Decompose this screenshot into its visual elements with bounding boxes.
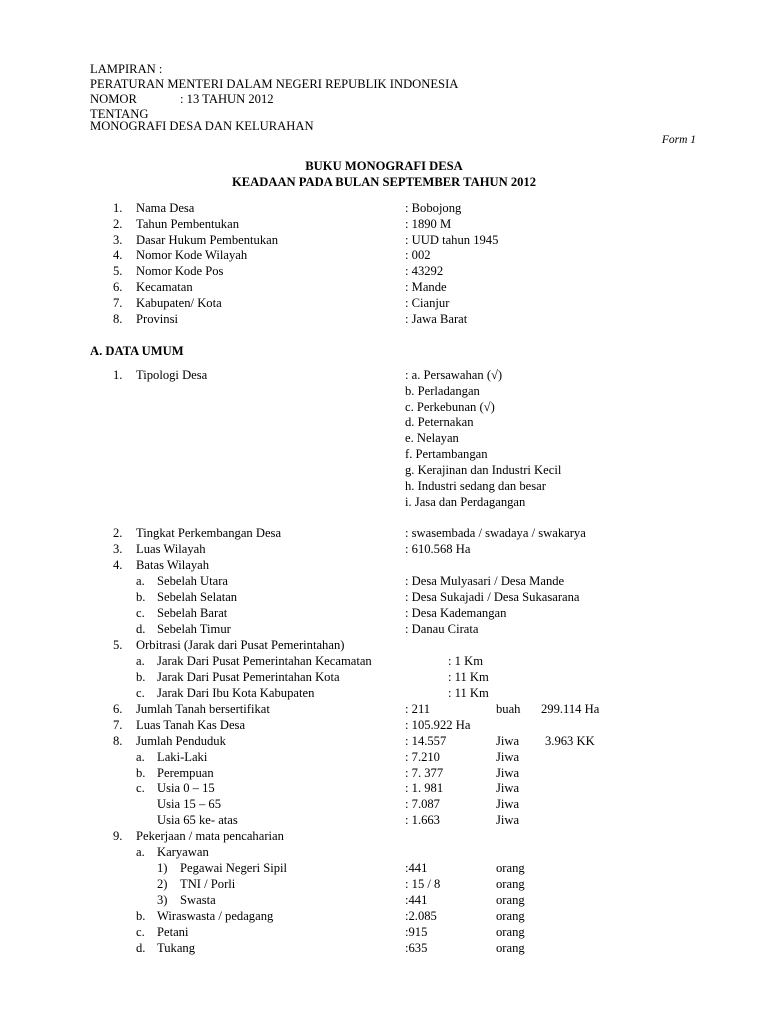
form-label: Form 1 <box>661 134 696 146</box>
identity-value: : UUD tahun 1945 <box>405 233 499 247</box>
tipologi-option: f. Pertambangan <box>405 447 488 461</box>
orbitasi-item-value: : 1 Km <box>448 654 483 668</box>
batas-item-value: : Desa Kademangan <box>405 606 507 620</box>
orbitasi-item-label: Jarak Dari Pusat Pemerintahan Kecamatan <box>157 654 372 668</box>
karyawan-item-num: 2) <box>157 877 168 891</box>
identity-num: 8. <box>113 312 123 326</box>
tipologi-option: d. Peternakan <box>405 415 474 429</box>
header-nomor-value: : 13 TAHUN 2012 <box>180 92 274 106</box>
identity-value: : Cianjur <box>405 296 450 310</box>
sub-letter: d. <box>136 622 146 636</box>
identity-num: 7. <box>113 296 123 310</box>
penduduk-item-value: : 1. 981 <box>405 781 444 795</box>
identity-label: Nomor Kode Wilayah <box>136 248 248 262</box>
pekerjaan-item-unit: orang <box>496 941 525 955</box>
pekerjaan-item-label: Wiraswasta / pedagang <box>157 909 274 923</box>
batas-item-value: : Desa Sukajadi / Desa Sukasarana <box>405 590 580 604</box>
pekerjaan-item-value: :2.085 <box>405 909 437 923</box>
identity-label: Nama Desa <box>136 201 195 215</box>
karyawan-item-value: :441 <box>405 861 428 875</box>
orbitasi-item-label: Jarak Dari Pusat Pemerintahan Kota <box>157 670 340 684</box>
identity-label: Kecamatan <box>136 280 193 294</box>
tingkat-value: : swasembada / swadaya / swakarya <box>405 526 586 540</box>
karyawan-item-num: 3) <box>157 893 168 907</box>
penduduk-label: Jumlah Penduduk <box>136 734 226 748</box>
penduduk-item-label: Usia 65 ke- atas <box>157 813 238 827</box>
tanah-sertifikat-extra: 299.114 Ha <box>541 702 600 716</box>
item-num: 9. <box>113 829 123 843</box>
identity-value: : Bobojong <box>405 201 462 215</box>
batas-item-label: Sebelah Utara <box>157 574 228 588</box>
tipologi-option: : a. Persawahan (√) <box>405 368 503 382</box>
sub-letter: c. <box>136 781 145 795</box>
document-title: BUKU MONOGRAFI DESA <box>305 159 463 173</box>
item-num: 5. <box>113 638 123 652</box>
identity-num: 1. <box>113 201 123 215</box>
tanah-kas-label: Luas Tanah Kas Desa <box>136 718 246 732</box>
item-num: 4. <box>113 558 123 572</box>
penduduk-item-label: Usia 15 – 65 <box>157 797 222 811</box>
sub-letter: a. <box>136 654 145 668</box>
luas-label: Luas Wilayah <box>136 542 206 556</box>
sub-letter: c. <box>136 606 145 620</box>
identity-label: Provinsi <box>136 312 178 326</box>
sub-letter: a. <box>136 845 145 859</box>
identity-label: Kabupaten/ Kota <box>136 296 222 310</box>
pekerjaan-item-label: Petani <box>157 925 189 939</box>
item-num: 2. <box>113 526 123 540</box>
penduduk-extra: 3.963 KK <box>545 734 595 748</box>
karyawan-item-unit: orang <box>496 893 525 907</box>
penduduk-item-unit: Jiwa <box>496 797 520 811</box>
sub-letter: b. <box>136 590 146 604</box>
header-lampiran: LAMPIRAN : <box>90 62 163 76</box>
penduduk-item-label: Usia 0 – 15 <box>157 781 215 795</box>
orbitasi-item-value: : 11 Km <box>448 670 489 684</box>
identity-num: 3. <box>113 233 123 247</box>
karyawan-item-value: : 15 / 8 <box>405 877 441 891</box>
penduduk-item-value: : 1.663 <box>405 813 440 827</box>
tipologi-option: g. Kerajinan dan Industri Kecil <box>405 463 562 477</box>
document-subtitle: KEADAAN PADA BULAN SEPTEMBER TAHUN 2012 <box>231 175 537 189</box>
identity-label: Nomor Kode Pos <box>136 264 224 278</box>
orbitasi-label: Orbitrasi (Jarak dari Pusat Pemerintahan) <box>136 638 345 652</box>
tanah-sertifikat-unit: buah <box>496 702 521 716</box>
tipologi-option: e. Nelayan <box>405 431 459 445</box>
tipologi-option: h. Industri sedang dan besar <box>405 479 546 493</box>
identity-num: 2. <box>113 217 123 231</box>
karyawan-item-unit: orang <box>496 861 525 875</box>
tipologi-option: b. Perladangan <box>405 384 480 398</box>
penduduk-item-label: Perempuan <box>157 766 214 780</box>
identity-label: Tahun Pembentukan <box>136 217 239 231</box>
penduduk-item-value: : 7.210 <box>405 750 440 764</box>
penduduk-item-label: Laki-Laki <box>157 750 208 764</box>
karyawan-item-label: TNI / Porli <box>180 877 236 891</box>
karyawan-item-label: Swasta <box>180 893 216 907</box>
item-num: 1. <box>113 368 123 382</box>
luas-value: : 610.568 Ha <box>405 542 471 556</box>
header-nomor-label: NOMOR <box>90 92 137 106</box>
identity-value: : 002 <box>405 248 431 262</box>
identity-num: 5. <box>113 264 123 278</box>
karyawan-item-num: 1) <box>157 861 168 875</box>
tipologi-option: c. Perkebunan (√) <box>405 400 495 414</box>
batas-item-value: : Danau Cirata <box>405 622 479 636</box>
item-num: 3. <box>113 542 123 556</box>
tanah-kas-value: : 105.922 Ha <box>405 718 471 732</box>
karyawan-label: Karyawan <box>157 845 209 859</box>
pekerjaan-item-value: :635 <box>405 941 428 955</box>
sub-letter: b. <box>136 766 146 780</box>
penduduk-item-value: : 7.087 <box>405 797 440 811</box>
batas-item-label: Sebelah Timur <box>157 622 231 636</box>
karyawan-item-value: :441 <box>405 893 428 907</box>
tanah-sertifikat-value: : 211 <box>405 702 431 716</box>
penduduk-item-unit: Jiwa <box>496 750 520 764</box>
batas-item-value: : Desa Mulyasari / Desa Mande <box>405 574 565 588</box>
penduduk-item-value: : 7. 377 <box>405 766 444 780</box>
sub-letter: d. <box>136 941 146 955</box>
batas-item-label: Sebelah Selatan <box>157 590 238 604</box>
identity-value: : Mande <box>405 280 447 294</box>
pekerjaan-item-unit: orang <box>496 925 525 939</box>
header-subject: MONOGRAFI DESA DAN KELURAHAN <box>90 119 314 133</box>
item-num: 7. <box>113 718 123 732</box>
karyawan-item-unit: orang <box>496 877 525 891</box>
penduduk-item-unit: Jiwa <box>496 766 520 780</box>
penduduk-value: : 14.557 <box>405 734 447 748</box>
sub-letter: b. <box>136 909 146 923</box>
pekerjaan-label: Pekerjaan / mata pencaharian <box>136 829 284 843</box>
tipologi-label: Tipologi Desa <box>136 368 208 382</box>
item-num: 8. <box>113 734 123 748</box>
sub-letter: a. <box>136 750 145 764</box>
tanah-sertifikat-label: Jumlah Tanah bersertifikat <box>136 702 270 716</box>
tingkat-label: Tingkat Perkembangan Desa <box>136 526 282 540</box>
identity-label: Dasar Hukum Pembentukan <box>136 233 278 247</box>
karyawan-item-label: Pegawai Negeri Sipil <box>180 861 288 875</box>
pekerjaan-item-unit: orang <box>496 909 525 923</box>
penduduk-item-unit: Jiwa <box>496 813 520 827</box>
sub-letter: c. <box>136 925 145 939</box>
batas-item-label: Sebelah Barat <box>157 606 228 620</box>
tipologi-option: i. Jasa dan Perdagangan <box>405 495 526 509</box>
sub-letter: c. <box>136 686 145 700</box>
sub-letter: b. <box>136 670 146 684</box>
identity-value: : 1890 M <box>405 217 452 231</box>
identity-value: : Jawa Barat <box>405 312 468 326</box>
orbitasi-item-value: : 11 Km <box>448 686 489 700</box>
orbitasi-item-label: Jarak Dari Ibu Kota Kabupaten <box>157 686 315 700</box>
header-tentang: TENTANG <box>90 107 149 121</box>
penduduk-item-unit: Jiwa <box>496 781 520 795</box>
section-heading: A. DATA UMUM <box>90 344 184 358</box>
identity-num: 6. <box>113 280 123 294</box>
pekerjaan-item-label: Tukang <box>157 941 196 955</box>
batas-label: Batas Wilayah <box>136 558 210 572</box>
sub-letter: a. <box>136 574 145 588</box>
header-peraturan: PERATURAN MENTERI DALAM NEGERI REPUBLIK INDONESIA <box>90 77 459 91</box>
item-num: 6. <box>113 702 123 716</box>
identity-num: 4. <box>113 248 123 262</box>
penduduk-unit: Jiwa <box>496 734 520 748</box>
identity-value: : 43292 <box>405 264 444 278</box>
pekerjaan-item-value: :915 <box>405 925 428 939</box>
